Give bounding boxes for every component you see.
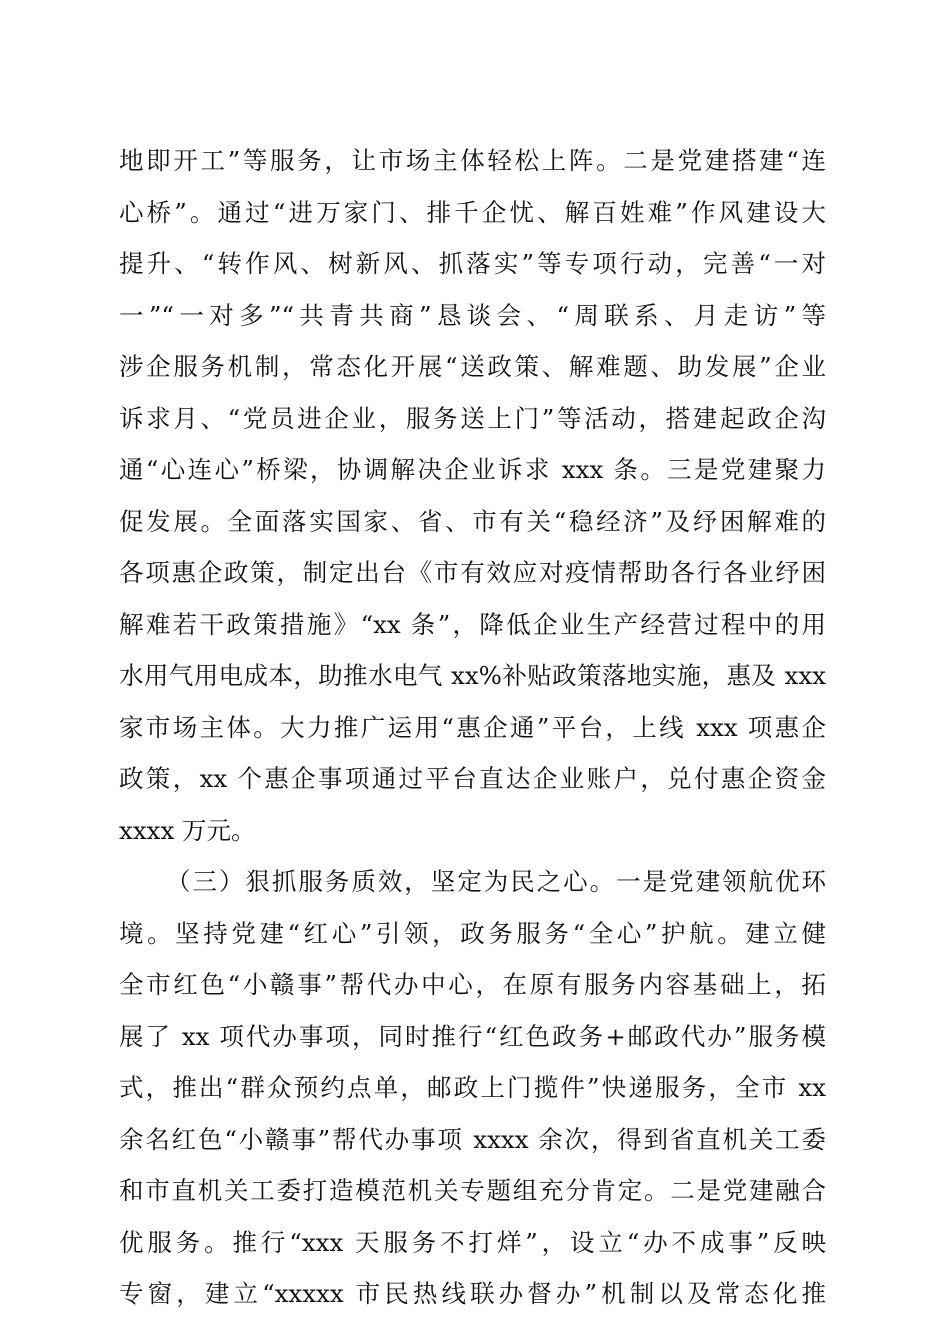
body-text-line: 心桥”。通过“进万家门、排千企忧、解百姓难”作风建设大 <box>119 198 826 227</box>
body-text-line: 和市直机关工委打造模范机关专题组充分肯定。二是党建融合 <box>119 1176 826 1205</box>
body-text-line: 促发展。全面落实国家、省、市有关“稳经济”及纾困解难的 <box>119 507 826 536</box>
body-text-line: 余名红色“小赣事”帮代办事项 xxxx 余次，得到省直机关工委 <box>119 1125 826 1154</box>
body-text-line: 一”“一对多”“共青共商”恳谈会、“周联系、月走访”等 <box>119 301 826 330</box>
body-text-line: 各项惠企政策，制定出台《市有效应对疫情帮助各行各业纾困 <box>119 558 826 587</box>
body-text-line: 提升、“转作风、树新风、抓落实”等专项行动，完善“一对 <box>119 249 826 278</box>
body-text-line: 式，推出“群众预约点单，邮政上门揽件”快递服务，全市 xx <box>119 1073 826 1102</box>
body-text-line: 展了 xx 项代办事项，同时推行“红色政务+邮政代办”服务模 <box>119 1022 826 1051</box>
body-text-line: 通“心连心”桥梁，协调解决企业诉求 xxx 条。三是党建聚力 <box>119 455 826 484</box>
body-text-line: 解难若干政策措施》“xx 条”，降低企业生产经营过程中的用 <box>119 610 826 639</box>
body-text-line: 政策，xx 个惠企事项通过平台直达企业账户，兑付惠企资金 <box>119 764 826 793</box>
body-text-line: 专窗，建立“xxxxx 市民热线联办督办”机制以及常态化推 <box>119 1279 826 1308</box>
body-text-line: 全市红色“小赣事”帮代办中心，在原有服务内容基础上，拓 <box>119 970 826 999</box>
body-text-line: xxxx 万元。 <box>119 816 256 845</box>
body-text-line: 诉求月、“党员进企业，服务送上门”等活动，搭建起政企沟 <box>119 404 826 433</box>
body-text-line: 地即开工”等服务，让市场主体轻松上阵。二是党建搭建“连 <box>119 146 826 175</box>
body-text-line: 涉企服务机制，常态化开展“送政策、解难题、助发展”企业 <box>119 352 826 381</box>
body-text-line: 境。坚持党建“红心”引领，政务服务“全心”护航。建立健 <box>119 919 826 948</box>
body-text-line: 家市场主体。大力推广运用“惠企通”平台，上线 xxx 项惠企 <box>119 713 826 742</box>
body-text-line: 水用气用电成本，助推水电气 xx%补贴政策落地实施，惠及 xxx <box>119 661 826 690</box>
section-heading-line: （三）狠抓服务质效，坚定为民之心。一是党建领航优环 <box>166 867 826 896</box>
body-text-line: 优服务。推行“xxx 天服务不打烊”，设立“办不成事”反映 <box>119 1228 826 1257</box>
